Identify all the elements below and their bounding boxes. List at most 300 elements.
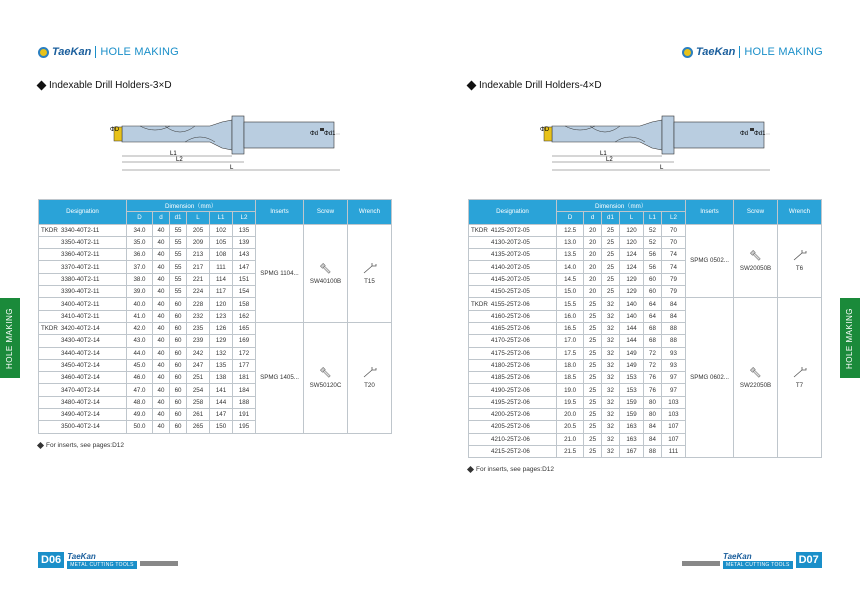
dim-cell: 129: [210, 335, 233, 347]
footer-subtitle: METAL CUTTING TOOLS: [723, 561, 793, 569]
dim-cell: 79: [661, 273, 685, 285]
dim-L2-label: L2: [176, 157, 183, 163]
dim-cell: 107: [661, 433, 685, 445]
insert-cell: [256, 322, 304, 433]
dim-cell: 32: [602, 298, 620, 310]
logo-text: TaeKan: [696, 46, 736, 58]
brand-logo: [38, 46, 91, 58]
dim-cell: 132: [210, 347, 233, 359]
dim-cell: 232: [187, 310, 210, 322]
dim-cell: 25: [584, 372, 602, 384]
dim-cell: 40: [152, 310, 169, 322]
dim-cell: 68: [644, 335, 662, 347]
dim-cell: 50.0: [127, 421, 153, 433]
designation-cell: [39, 372, 127, 384]
designation-code: 3430-40T2-14: [61, 337, 100, 345]
dim-cell: 261: [187, 409, 210, 421]
designation-code: 4130-20T2-05: [491, 239, 530, 247]
dim-cell: 60: [169, 322, 186, 334]
dim-cell: 56: [644, 249, 662, 261]
designation-cell: [469, 273, 557, 285]
dim-cell: 147: [232, 261, 255, 273]
designation-cell: [469, 445, 557, 457]
dim-cell: 235: [187, 322, 210, 334]
dim-cell: 25: [602, 261, 620, 273]
dim-phiD-label: ΦD: [110, 127, 120, 133]
dim-cell: 21.5: [557, 445, 584, 457]
designation-code: 4145-20T2-05: [491, 275, 530, 283]
designation-code: 3370-40T2-11: [61, 263, 100, 271]
dim-cell: 154: [232, 286, 255, 298]
designation-cell: [469, 384, 557, 396]
dim-cell: 52: [644, 224, 662, 236]
dim-cell: 25: [602, 236, 620, 248]
designation-code: 3390-40T2-11: [61, 288, 100, 296]
dim-cell: 111: [210, 261, 233, 273]
designation-code: 4190-25T2-06: [491, 386, 530, 394]
dim-cell: 76: [644, 384, 662, 396]
diamond-bullet-icon: [37, 81, 47, 91]
footer: [682, 552, 822, 569]
wrench-icon: [792, 249, 808, 263]
dim-cell: 25: [584, 396, 602, 408]
designation-code: 4135-20T2-05: [491, 251, 530, 259]
dim-cell: 60: [644, 286, 662, 298]
dim-cell: 40: [152, 335, 169, 347]
dim-cell: 88: [661, 335, 685, 347]
dim-L-label: L: [660, 165, 664, 171]
dim-cell: 191: [232, 409, 255, 421]
dim-cell: 32: [602, 384, 620, 396]
wrench-icon: [362, 366, 378, 380]
dim-cell: 37.0: [127, 261, 153, 273]
inserts-note: [468, 466, 554, 473]
dim-cell: 64: [644, 298, 662, 310]
dim-cell: 25: [602, 224, 620, 236]
designation-code: 3380-40T2-11: [61, 275, 100, 283]
designation-cell: [469, 372, 557, 384]
col-d1: d1: [169, 212, 186, 224]
dim-cell: 60: [169, 421, 186, 433]
right-page: [430, 0, 860, 598]
col-l: L: [187, 212, 210, 224]
col-l2: L2: [661, 212, 685, 224]
dim-cell: 20: [584, 261, 602, 273]
dim-cell: 25: [602, 273, 620, 285]
designation-code: 3360-40T2-11: [61, 251, 100, 259]
dim-cell: 32: [602, 445, 620, 457]
diamond-bullet-icon: [467, 466, 474, 473]
dim-cell: 247: [187, 359, 210, 371]
col-dimension: Dimension（mm）: [557, 200, 686, 212]
dim-cell: 153: [619, 384, 643, 396]
dim-cell: 32: [602, 347, 620, 359]
designation-cell: [469, 433, 557, 445]
dim-cell: 117: [210, 286, 233, 298]
dim-cell: 25: [584, 347, 602, 359]
divider: [739, 46, 740, 58]
side-tab-label: HOLE MAKING: [5, 307, 15, 369]
footer-brand: [67, 552, 137, 569]
page-heading: [38, 80, 172, 91]
divider: [95, 46, 96, 58]
screw-icon: [749, 249, 763, 263]
designation-code: 4150-25T2-05: [491, 288, 530, 296]
logo-mark-icon: [682, 47, 693, 58]
designation-cell: [39, 384, 127, 396]
dim-cell: 20: [584, 224, 602, 236]
dim-cell: 17.5: [557, 347, 584, 359]
dim-cell: 20: [584, 236, 602, 248]
dim-cell: 97: [661, 384, 685, 396]
designation-cell: [39, 249, 127, 261]
designation-code: 4205-25T2-06: [491, 423, 530, 431]
col-d: d: [584, 212, 602, 224]
dim-cell: 74: [661, 261, 685, 273]
logo-text: TaeKan: [52, 46, 92, 58]
screw-icon: [319, 366, 333, 380]
dim-cell: 149: [619, 347, 643, 359]
dim-cell: 40: [152, 384, 169, 396]
dim-cell: 25: [584, 445, 602, 457]
col-screw: Screw: [304, 200, 348, 225]
dim-cell: 60: [169, 396, 186, 408]
brand-header: [682, 46, 823, 58]
col-d1: d1: [602, 212, 620, 224]
dim-cell: 68: [644, 322, 662, 334]
dim-cell: 251: [187, 372, 210, 384]
designation-code: 3450-40T2-14: [61, 362, 100, 369]
dim-cell: 32: [602, 359, 620, 371]
dim-cell: 40: [152, 322, 169, 334]
dim-cell: 239: [187, 335, 210, 347]
dim-cell: 70: [661, 236, 685, 248]
wrench-icon: [792, 366, 808, 380]
designation-code: 4180-25T2-06: [491, 362, 530, 369]
col-l2: L2: [232, 212, 255, 224]
dim-cell: 20: [584, 249, 602, 261]
insert-cell: [256, 224, 304, 322]
dim-cell: 76: [644, 372, 662, 384]
drill-holder-drawing: [110, 108, 350, 178]
dim-cell: 213: [187, 249, 210, 261]
dim-cell: 48.0: [127, 396, 153, 408]
dim-cell: 169: [232, 335, 255, 347]
dim-cell: 153: [619, 372, 643, 384]
dim-cell: 165: [232, 322, 255, 334]
inserts-note: [38, 442, 124, 449]
dim-cell: 163: [619, 421, 643, 433]
dim-cell: 41.0: [127, 310, 153, 322]
diamond-bullet-icon: [37, 442, 44, 449]
dim-cell: 80: [644, 409, 662, 421]
dim-cell: 221: [187, 273, 210, 285]
dim-cell: 40: [152, 347, 169, 359]
wrench-code: T6: [795, 265, 804, 273]
dim-cell: 46.0: [127, 372, 153, 384]
dim-cell: 32: [602, 396, 620, 408]
footer-bar: [682, 561, 720, 566]
dim-cell: 147: [210, 409, 233, 421]
designation-code: 4155-25T2-06: [490, 300, 530, 308]
dim-cell: 25: [584, 433, 602, 445]
dim-cell: 70: [661, 224, 685, 236]
dim-cell: 120: [619, 224, 643, 236]
dim-phid-label: Φd: [310, 131, 319, 137]
designation-code: 4215-25T2-06: [491, 448, 530, 456]
designation-code: 3350-40T2-11: [61, 239, 100, 247]
dim-cell: 228: [187, 298, 210, 310]
dim-cell: 107: [661, 421, 685, 433]
dim-phid1-label: Φd1: [754, 131, 766, 137]
drill-holder-drawing: [540, 108, 780, 178]
dim-cell: 38.0: [127, 273, 153, 285]
dim-cell: 103: [661, 396, 685, 408]
designation-cell: [39, 421, 127, 433]
dim-cell: 25: [584, 298, 602, 310]
designation-cell: [39, 273, 127, 285]
designation-cell: [469, 347, 557, 359]
designation-cell: [469, 224, 557, 236]
dim-cell: 55: [169, 261, 186, 273]
dim-cell: 60: [169, 372, 186, 384]
table-row: [39, 322, 392, 334]
designation-cell: [469, 249, 557, 261]
dim-cell: 144: [210, 396, 233, 408]
dim-cell: 40: [152, 286, 169, 298]
dim-cell: 25: [584, 335, 602, 347]
dim-cell: 149: [619, 359, 643, 371]
dim-cell: 15.0: [557, 286, 584, 298]
series-prefix: TKDR: [41, 325, 58, 333]
designation-code: 3410-40T2-11: [61, 312, 100, 320]
designation-code: 4140-20T2-05: [491, 263, 530, 271]
dim-cell: 32: [602, 335, 620, 347]
dim-cell: 19.5: [557, 396, 584, 408]
series-prefix: TKDR: [471, 300, 488, 308]
dim-cell: 60: [169, 409, 186, 421]
dim-cell: 84: [661, 310, 685, 322]
designation-cell: [39, 236, 127, 248]
dim-cell: 40: [152, 396, 169, 408]
dim-cell: 139: [232, 236, 255, 248]
dim-cell: 40: [152, 273, 169, 285]
table-row: [469, 224, 822, 236]
dim-cell: 25: [584, 409, 602, 421]
designation-cell: [39, 286, 127, 298]
screw-icon: [319, 262, 333, 276]
dim-cell: 111: [661, 445, 685, 457]
dim-cell: 84: [644, 433, 662, 445]
dim-cell: 72: [644, 359, 662, 371]
dim-cell: 144: [619, 335, 643, 347]
dim-phid1-label: Φd1: [324, 131, 336, 137]
dim-cell: 55: [169, 224, 186, 236]
dim-cell: 126: [210, 322, 233, 334]
footer-bar: [140, 561, 178, 566]
designation-cell: [469, 409, 557, 421]
dim-cell: 172: [232, 347, 255, 359]
dim-cell: 25: [584, 359, 602, 371]
dim-cell: 40: [152, 236, 169, 248]
dim-cell: 43.0: [127, 335, 153, 347]
dim-phid-label: Φd: [740, 131, 749, 137]
dim-cell: 40: [152, 261, 169, 273]
screw-code: SW50120C: [309, 382, 342, 390]
dim-cell: 129: [619, 273, 643, 285]
dim-phiD-label: ΦD: [540, 127, 550, 133]
dim-cell: 20.5: [557, 421, 584, 433]
designation-code: 4175-25T2-06: [491, 349, 530, 357]
insert-code: SPMG 1405...: [260, 374, 299, 382]
dim-cell: 55: [169, 273, 186, 285]
dim-cell: 25: [602, 286, 620, 298]
dim-cell: 25: [584, 384, 602, 396]
dim-cell: 60: [169, 384, 186, 396]
dim-cell: 80: [644, 396, 662, 408]
dim-cell: 40: [152, 372, 169, 384]
brand-header: [38, 46, 179, 58]
page-heading: [468, 80, 602, 91]
wrench-icon: [362, 262, 378, 276]
dim-cell: 40: [152, 359, 169, 371]
dim-cell: 40: [152, 224, 169, 236]
dim-cell: 60: [169, 298, 186, 310]
dim-cell: 14.5: [557, 273, 584, 285]
designation-cell: [39, 322, 127, 334]
dim-cell: 32: [602, 310, 620, 322]
screw-cell: [304, 224, 348, 322]
note-text: For inserts, see pages:D12: [46, 442, 125, 449]
footer: [38, 552, 178, 569]
designation-code: 3440-40T2-14: [61, 349, 100, 357]
dim-cell: 72: [644, 347, 662, 359]
dim-cell: 47.0: [127, 384, 153, 396]
dim-cell: 21.0: [557, 433, 584, 445]
dim-cell: 60: [169, 335, 186, 347]
screw-cell: [734, 224, 778, 298]
designation-cell: [469, 310, 557, 322]
insert-code: SPMG 0602...: [690, 374, 729, 382]
col-dimension: Dimension（mm）: [127, 200, 256, 212]
col-designation: Designation: [39, 200, 127, 225]
dim-cell: 124: [619, 261, 643, 273]
dim-cell: 150: [210, 421, 233, 433]
designation-code: 4185-25T2-06: [491, 374, 530, 382]
dim-L1-label: L1: [170, 151, 177, 157]
designation-cell: [39, 359, 127, 371]
series-prefix: TKDR: [471, 226, 488, 234]
designation-cell: [469, 286, 557, 298]
designation-cell: [469, 322, 557, 334]
dim-cell: 242: [187, 347, 210, 359]
dim-cell: 45.0: [127, 359, 153, 371]
insert-code: SPMG 0502...: [690, 257, 729, 265]
dim-cell: 103: [661, 409, 685, 421]
dim-cell: 40: [152, 421, 169, 433]
col-l1: L1: [644, 212, 662, 224]
dim-cell: 224: [187, 286, 210, 298]
screw-icon: [749, 366, 763, 380]
col-wrench: Wrench: [778, 200, 822, 225]
dim-cell: 258: [187, 396, 210, 408]
dim-cell: 135: [210, 359, 233, 371]
dim-cell: 129: [619, 286, 643, 298]
dim-cell: 40: [152, 409, 169, 421]
dim-cell: 56: [644, 261, 662, 273]
dim-cell: 74: [661, 249, 685, 261]
designation-cell: [469, 396, 557, 408]
designation-code: 3400-40T2-11: [61, 300, 100, 308]
section-title: HOLE MAKING: [744, 46, 823, 58]
col-screw: Screw: [734, 200, 778, 225]
dim-cell: 159: [619, 396, 643, 408]
designation-code: 3420-40T2-14: [60, 325, 100, 333]
page-number: D06: [38, 552, 64, 568]
dim-cell: 114: [210, 273, 233, 285]
dim-cell: 25: [602, 249, 620, 261]
dim-cell: 88: [661, 322, 685, 334]
dim-cell: 13.0: [557, 236, 584, 248]
dim-cell: 209: [187, 236, 210, 248]
dim-cell: 84: [644, 421, 662, 433]
logo-mark-icon: [38, 47, 49, 58]
screw-cell: [304, 322, 348, 433]
designation-code: 3340-40T2-11: [60, 226, 100, 234]
footer-logo: TaeKan: [67, 552, 96, 561]
dim-cell: 120: [619, 236, 643, 248]
dim-cell: 135: [232, 224, 255, 236]
side-tab-label: HOLE MAKING: [845, 307, 855, 369]
dim-cell: 55: [169, 249, 186, 261]
dim-cell: 93: [661, 359, 685, 371]
dim-cell: 34.0: [127, 224, 153, 236]
dim-cell: 162: [232, 310, 255, 322]
dim-cell: 265: [187, 421, 210, 433]
col-wrench: Wrench: [348, 200, 392, 225]
drill-holder-table-4xd: [468, 199, 822, 458]
dim-cell: 254: [187, 384, 210, 396]
dim-cell: 49.0: [127, 409, 153, 421]
screw-cell: [734, 298, 778, 458]
designation-code: 4195-25T2-06: [491, 398, 530, 406]
wrench-cell: [778, 224, 822, 298]
designation-code: 4165-25T2-06: [491, 325, 530, 333]
screw-code: SW40100B: [309, 277, 342, 285]
dim-cell: 120: [210, 298, 233, 310]
side-tab: [840, 298, 860, 378]
dim-cell: 88: [644, 445, 662, 457]
col-d: d: [152, 212, 169, 224]
col-designation: Designation: [469, 200, 557, 225]
brand-logo: [682, 46, 735, 58]
dim-cell: 181: [232, 372, 255, 384]
col-inserts: Inserts: [256, 200, 304, 225]
dim-cell: 195: [232, 421, 255, 433]
dim-cell: 64: [644, 310, 662, 322]
dim-cell: 108: [210, 249, 233, 261]
dim-cell: 151: [232, 273, 255, 285]
dim-cell: 20: [584, 273, 602, 285]
heading-text: Indexable Drill Holders-3×D: [49, 80, 172, 91]
designation-code: 3480-40T2-14: [61, 398, 100, 406]
designation-cell: [469, 236, 557, 248]
diamond-bullet-icon: [467, 81, 477, 91]
dim-cell: 140: [619, 298, 643, 310]
dim-cell: 40.0: [127, 298, 153, 310]
dim-cell: 32: [602, 433, 620, 445]
designation-cell: [39, 310, 127, 322]
